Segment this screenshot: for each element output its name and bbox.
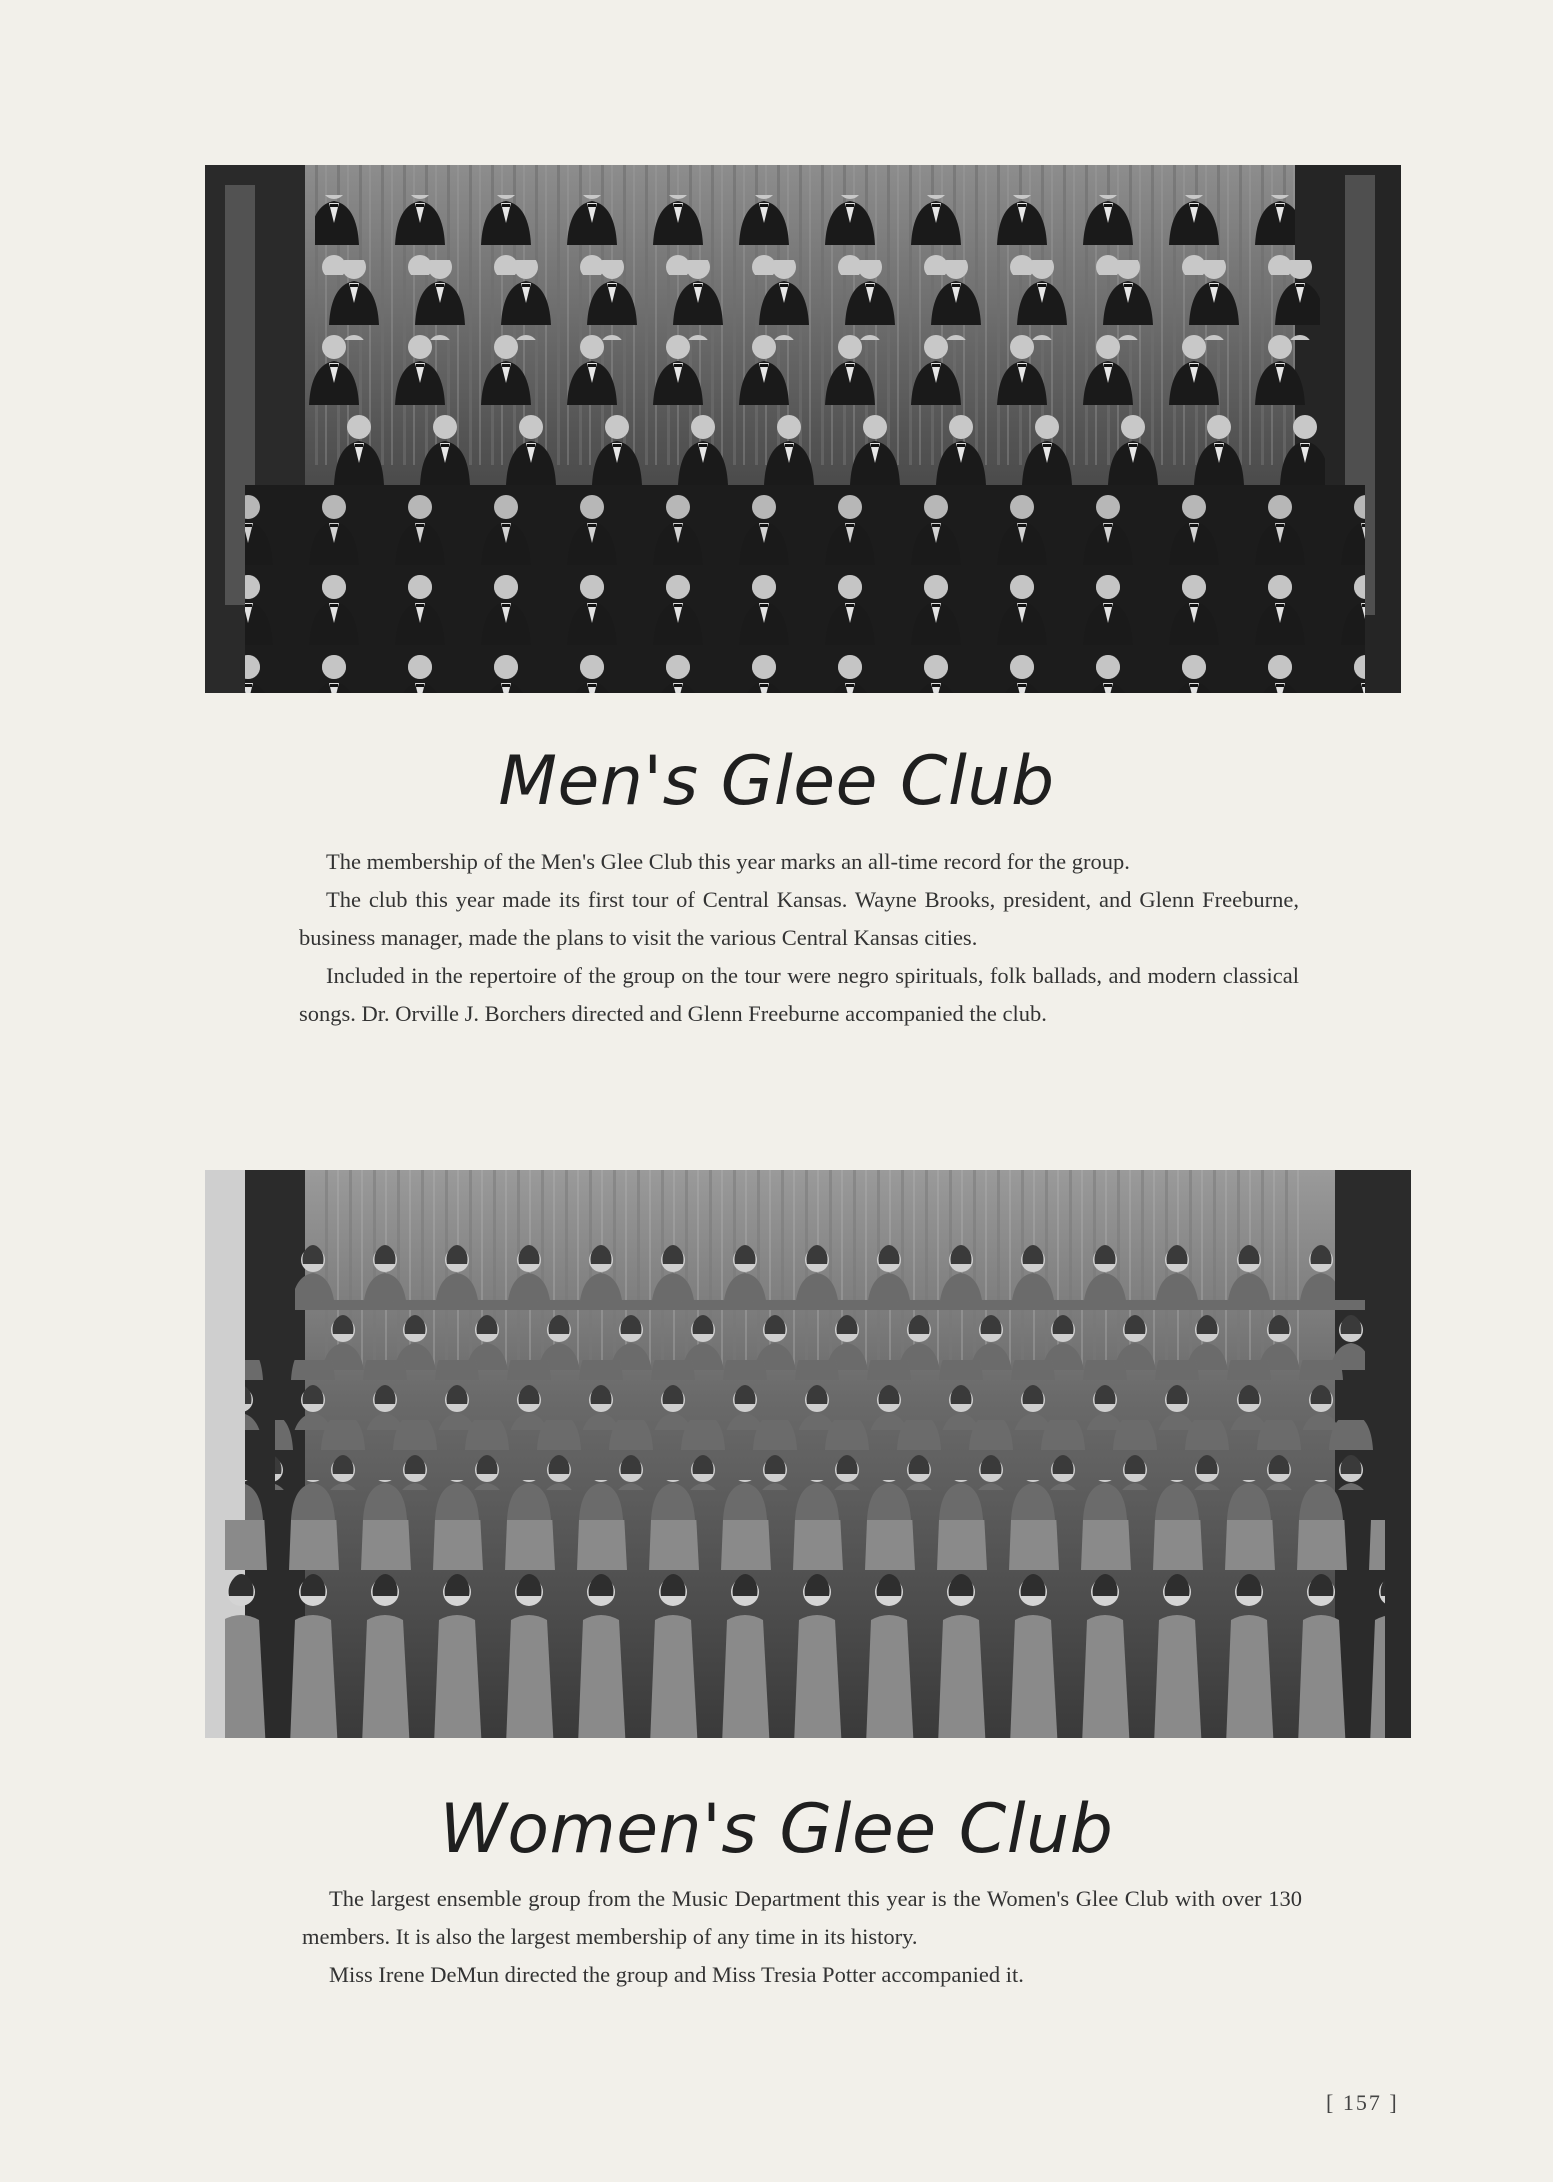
womens-glee-club-description [302, 1880, 1302, 1994]
mens-photo-drawing [205, 165, 1401, 693]
mens-glee-club-description [299, 843, 1299, 1033]
mens-glee-club-photo [205, 165, 1401, 693]
paragraph: Included in the repertoire of the group on the tour were negro spirituals, folk ballads, and modern classical songs. Dr. Orville J. Borchers directed and Glenn Freeburne accompanied the club. [299, 963, 1299, 1026]
womens-glee-club-photo [205, 1170, 1411, 1738]
paragraph: Miss Irene DeMun directed the group and Miss Tresia Potter accompanied it. [329, 1962, 1024, 1987]
paragraph: The membership of the Men's Glee Club this year marks an all-time record for the group. [326, 849, 1130, 874]
page-number: [ 157 ] [1326, 2090, 1399, 2115]
womens-glee-club-title: Women's Glee Club [439, 1790, 1114, 1869]
mens-glee-club-title: Men's Glee Club [498, 742, 1055, 821]
paragraph: The largest ensemble group from the Music Department this year is the Women's Glee Club with over 130 members. It is also the largest membership of any time in its history. [302, 1886, 1302, 1949]
womens-photo-drawing [205, 1170, 1411, 1738]
paragraph: The club this year made its first tour of Central Kansas. Wayne Brooks, president, and Glenn Freeburne, business manager, made the plans to visit the various Central Kansas cities. [299, 887, 1299, 950]
